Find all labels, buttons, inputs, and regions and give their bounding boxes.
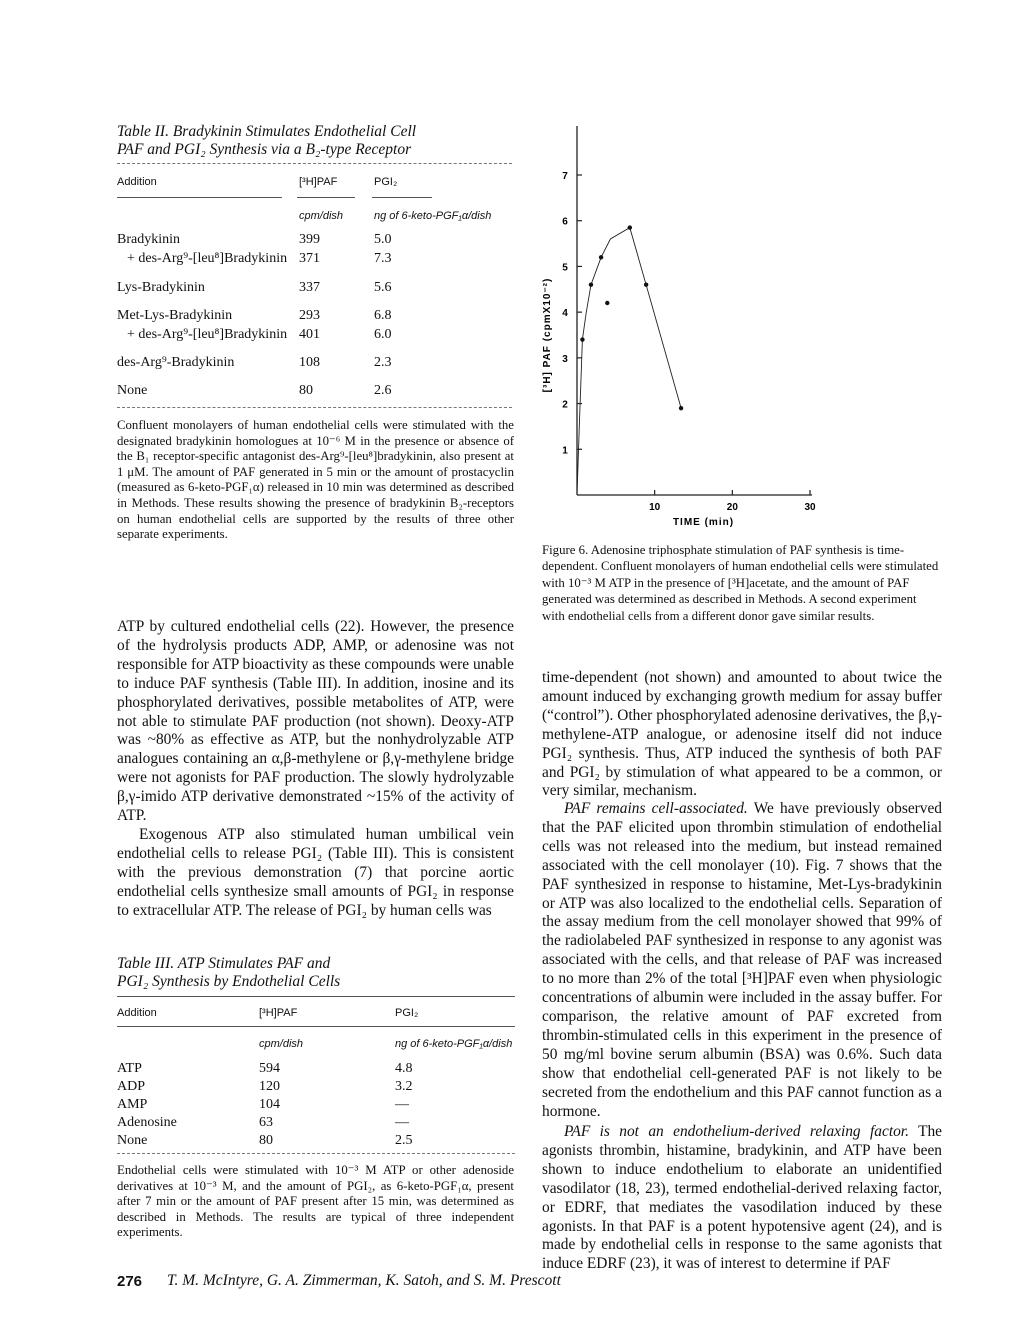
table3-row-paf: 80 [259, 1133, 273, 1148]
table-2-unit-pgi: ng of 6-keto-PGF₁α/dish [374, 210, 492, 222]
table-3-header-rule [117, 1026, 515, 1027]
y-tick-label: 7 [562, 171, 568, 182]
table-2-unit-paf: cpm/dish [299, 210, 344, 222]
y-tick-label: 4 [562, 308, 568, 320]
left-paragraph-1: ATP by cultured endothelial cells (22). However, the presence of the hydrolysis products ADP, AMP, or adenosine was not responsible for ATP bioactivity as these compounds were unable to induce PAF synthesis (Table III). In addition, inosine and its phosphorylated derivatives, possible metabolites of ATP, were not able to stimulate PAF production (not shown). Deoxy-ATP was ~80% as effective as ATP, but the nonhydrolyzable ATP analogues containing an α,β-methylene or β,γ-methylene bridge were not agonists for PAF production. The slowly hydrolyzable β,γ-imido ATP derivative demonstrated ~15% of the activity of ATP. [117, 618, 514, 825]
table-3-bottom-rule [117, 1153, 515, 1154]
table-3-caption-line1: Table III. ATP Stimulates PAF and [117, 955, 331, 972]
y-tick-label: 6 [562, 216, 568, 228]
table-2-rule-mid [297, 197, 355, 198]
table3-row-pgi: 3.2 [395, 1079, 413, 1094]
table-3-col-addition: Addition [117, 1007, 157, 1019]
x-tick-label: 20 [726, 502, 738, 513]
table3-row-pgi: 4.8 [395, 1061, 413, 1076]
y-tick-label: 5 [562, 262, 568, 274]
table2-row-paf: 371 [299, 251, 320, 266]
table-3-caption-line2: PGI₂ Synthesis by Endothelial Cells [117, 973, 341, 990]
data-point [628, 225, 632, 229]
table3-row-paf: 104 [259, 1097, 280, 1112]
y-tick-label: 3 [562, 353, 568, 365]
table-3-unit-paf: cpm/dish [259, 1038, 304, 1050]
figure-6-caption: Figure 6. Adenosine triphosphate stimulation of PAF synthesis is time-dependent. Confluent monolayers of human endothelial cells were stimulated with 10⁻³ M ATP in the presence of [³H]acetate, and the amount of PAF generated was determined as described in Methods. A second experiment with endothelial cells from a different donor gave similar results. [542, 543, 939, 623]
table2-row-label: Bradykinin [117, 232, 180, 247]
table3-row-paf: 594 [259, 1061, 280, 1076]
footer-authors: T. M. McIntyre, G. A. Zimmerman, K. Satoh, and S. M. Prescott [167, 1272, 561, 1289]
table-2-col-paf: [³H]PAF [299, 176, 338, 188]
y-tick-label: 1 [562, 445, 568, 457]
table3-row-paf: 63 [259, 1115, 273, 1130]
table-2-bottom-rule [117, 407, 512, 408]
right-paragraph-2 [542, 800, 942, 1121]
left-paragraph-2: Exogenous ATP also stimulated human umbilical vein endothelial cells to release PGI₂ (Table III). This is consistent with the previous demonstration (7) that porcine aortic endothelial cells synthesize small amounts of PGI₂ in response to extracellular ATP. The release of PGI₂ by human cells was [117, 826, 514, 919]
table2-row-pgi: 2.3 [374, 355, 392, 370]
table2-row-label: des-Arg⁹-Bradykinin [117, 355, 235, 370]
table-2-col-addition: Addition [117, 176, 157, 188]
table3-row-pgi: — [395, 1115, 409, 1130]
table-3-col-paf: [³H]PAF [259, 1007, 298, 1019]
table3-row-label: ATP [117, 1061, 142, 1076]
table-2-caption [117, 123, 517, 159]
x-tick-label: 30 [804, 502, 816, 513]
table3-row-pgi: — [395, 1097, 409, 1112]
table3-row-label: Adenosine [117, 1115, 177, 1130]
table-3-unit-pgi: ng of 6-keto-PGF₁α/dish [395, 1038, 513, 1050]
table2-row-paf: 401 [299, 327, 320, 342]
right-paragraph-3 [542, 1123, 942, 1274]
right-paragraph-3-text: The agonists thrombin, histamine, bradykinin, and ATP have been shown to induce endothelium to elaborate an unidentified vasodilator (18, 23), termed endothelial-derived relaxing factor, or EDRF, that mediates the vasodilation induced by these agonists. In that PAF is a potent hypotensive agent (24), and is made by endothelial cells in response to the same agonists that induce EDRF (23), it was of interest to determine if PAF [542, 1123, 943, 1273]
table-2-footnote: Confluent monolayers of human endothelial cells were stimulated with the designated bradykinin homologues at 10⁻⁶ M in the presence or absence of the B₁ receptor-specific antagonist des-Arg⁹-[leu⁸]bradykinin, also present at 1 μM. The amount of PAF generated in 5 min or the amount of prostacyclin (measured as 6-keto-PGF₁α) released in 10 min was determined as described in Methods. These results showing the presence of bradykinin B₂-receptors on human endothelial cells are supported by the results of three other separate experiments. [117, 418, 514, 542]
y-tick-label: 2 [562, 399, 568, 411]
table-2-rule-left [117, 197, 282, 198]
table3-row-paf: 120 [259, 1079, 280, 1094]
right-paragraph-1: time-dependent (not shown) and amounted to about twice the amount induced by exchanging growth medium for assay buffer (“control”). Other phosphorylated adenosine derivatives, the β,γ-methylene-ATP analogue, or adenosine itself did not induce PGI₂ synthesis. Thus, ATP induced the synthesis of both PAF and PGI₂ by stimulation of what appeared to be a common, or very similar, mechanism. [542, 669, 942, 800]
table3-row-pgi: 2.5 [395, 1133, 413, 1148]
figure-6-chart [520, 118, 840, 540]
table2-row-paf: 108 [299, 355, 320, 370]
x-tick-label: 10 [649, 502, 661, 513]
table-2-col-pgi: PGI₂ [374, 176, 398, 188]
table2-row-pgi: 5.6 [374, 280, 392, 295]
data-point [644, 283, 648, 287]
page-number: 276 [117, 1273, 143, 1290]
table2-row-pgi: 5.0 [374, 232, 392, 247]
table2-row-paf: 293 [299, 308, 320, 323]
right-paragraph-2-text: We have previously observed that the PAF elicited upon thrombin stimulation of endothelial cells was not released into the medium, but instead remained associated with the cell monolayer (10). Fig. 7 shows that the PAF synthesized in response to histamine, Met-Lys-bradykinin or ATP was also localized to the endothelial cells. Separation of the assay medium from the cell monolayer showed that 99% of the radiolabeled PAF synthesized in response to any agonist was associated with the cells, and that release of PAF was increased to no more than 2% of the total [³H]PAF even when physiologic concentrations of albumin were included in the assay buffer. For comparison, the relative amount of PAF excreted from thrombin-stimulated cells in this experiment in the presence of 50 mg/ml bovine serum albumin (BSA) was 0.6%. Such data show that endothelial cell-generated PAF is not likely to be secreted from the endothelium and this PAF cannot function as a hormone. [542, 800, 942, 1120]
table2-row-paf: 399 [299, 232, 320, 247]
table-3-top-rule [117, 996, 515, 997]
x-axis-label: TIME (min) [672, 517, 735, 528]
data-point [599, 255, 603, 259]
series-line [577, 228, 681, 495]
right-paragraph-3-heading: PAF is not an endothelium-derived relaxing factor. [564, 1123, 909, 1140]
table2-row-label: + des-Arg⁹-[leu⁸]Bradykinin [127, 251, 288, 266]
data-point [605, 301, 609, 305]
data-point [679, 406, 683, 410]
table2-row-label: Lys-Bradykinin [117, 280, 205, 295]
table-2-caption-line1: Table II. Bradykinin Stimulates Endothelial Cell [117, 123, 417, 140]
table-3-col-pgi: PGI₂ [395, 1007, 419, 1019]
table2-row-paf: 80 [299, 383, 313, 398]
data-point [589, 283, 593, 287]
table3-row-label: ADP [117, 1079, 146, 1094]
table-2-caption-line2: PAF and PGI₂ Synthesis via a B₂-type Receptor [117, 141, 412, 158]
table-2-rule-right [372, 197, 432, 198]
right-paragraph-2-heading: PAF remains cell-associated. [564, 800, 748, 817]
table2-row-pgi: 6.0 [374, 327, 392, 342]
data-point [580, 337, 584, 341]
table2-row-label: None [117, 383, 148, 398]
table2-row-pgi: 2.6 [374, 383, 392, 398]
table-3-caption [117, 955, 517, 991]
y-axis-label: [³H] PAF (cpmX10⁻²) [542, 277, 553, 393]
table2-row-label: + des-Arg⁹-[leu⁸]Bradykinin [127, 327, 288, 342]
table2-row-pgi: 6.8 [374, 308, 392, 323]
table3-row-label: None [117, 1133, 148, 1148]
table2-row-paf: 337 [299, 280, 320, 295]
table-3-footnote: Endothelial cells were stimulated with 10⁻³ M ATP or other adenoside derivatives at 10⁻³ M, and the amount of PGI₂, as 6-keto-PGF₁α, present after 7 min or the amount of PAF present after 15 min, was determined as described in Methods. The results are typical of three independent experiments. [117, 1163, 514, 1240]
table3-row-label: AMP [117, 1097, 148, 1112]
table-2-top-rule [117, 163, 512, 164]
table2-row-pgi: 7.3 [374, 251, 392, 266]
table2-row-label: Met-Lys-Bradykinin [117, 308, 233, 323]
